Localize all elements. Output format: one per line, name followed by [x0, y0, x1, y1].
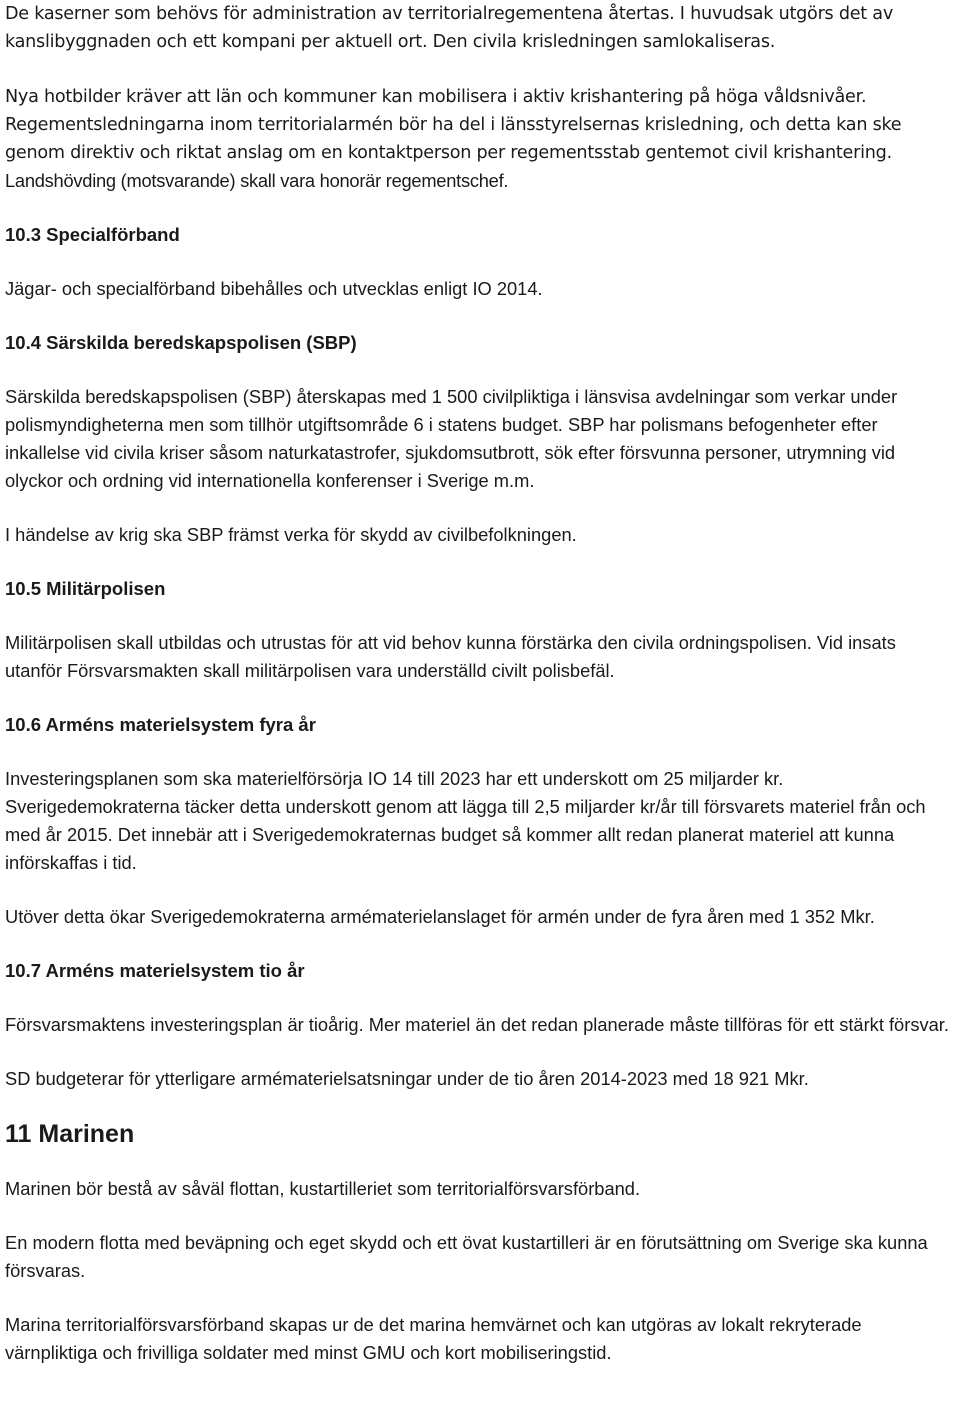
paragraph-jagarforband: Jägar- och specialförband bibehålles och utvecklas enligt IO 2014. — [5, 278, 543, 299]
paragraph-kaserner: De kaserner som behövs för administration av territorialregementena återtas. I huvudsak utgörs det av kanslibyggnaden och ett kompani per aktuell ort. Den civila krisledningen samlokaliseras. — [5, 4, 893, 52]
heading-10-7-materielsystem-tio-ar: 10.7 Arméns materielsystem tio år — [5, 960, 305, 981]
heading-10-5-militarpolisen: 10.5 Militärpolisen — [5, 578, 166, 599]
paragraph-hotbilder: Nya hotbilder kräver att län och kommuner kan mobilisera i aktiv krishantering på höga våldsnivåer. — [5, 87, 867, 107]
paragraph-investeringsplanen: Investeringsplanen som ska materielförsörja IO 14 till 2023 har ett underskott om 25 miljarder kr. Sverigedemokraterna täcker detta underskott genom att lägga till 2,5 miljarder kr/år till försvarets materiel från och med år 2015. Det innebär att i Sverigedemokraternas budget så kommer allt redan planerat materiel att kunna införskaffas i tid. — [5, 768, 926, 873]
paragraph-sbp-krig: I händelse av krig ska SBP främst verka för skydd av civilbefolkningen. — [5, 524, 577, 545]
heading-10-6-materielsystem-fyra-ar: 10.6 Arméns materielsystem fyra år — [5, 714, 316, 735]
heading-10-3-specialforband: 10.3 Specialförband — [5, 224, 180, 245]
paragraph-regementsledningarna-text: Regementsledningarna inom territorialarmén bör ha del i länsstyrelsernas krisledning, och detta kan ske genom direktiv och riktat anslag om en kontaktperson per regementsstab gentemot civil krishantering. — [5, 115, 902, 163]
document-page — [5, 0, 955, 1367]
heading-11-marinen: 11 Marinen — [5, 1120, 135, 1148]
paragraph-investeringsplan-tioarig: Försvarsmaktens investeringsplan är tioårig. Mer materiel än det redan planerade måste tillföras för ett stärkt försvar. — [5, 1014, 949, 1035]
paragraph-marinen-bestar: Marinen bör bestå av såväl flottan, kustartilleriet som territorialförsvarsförband. — [5, 1178, 641, 1199]
paragraph-marina-territorialforsvarsforband: Marina territorialförsvarsförband skapas ur de det marina hemvärnet och kan utgöras av lokalt rekryterade värnpliktiga och frivilliga soldater med minst GMU och kort mobiliseringstid. — [5, 1314, 862, 1363]
heading-10-4-sbp: 10.4 Särskilda beredskapspolisen (SBP) — [5, 332, 357, 353]
paragraph-sbp-aterskapas: Särskilda beredskapspolisen (SBP) återskapas med 1 500 civilpliktiga i länsvisa avdelningar som verkar under polismyndigheterna men som tillhör utgiftsområde 6 i statens budget. SBP har polismans befogenheter efter inkallelse vid civila kriser såsom naturkatastrofer, sjukdomsutbrott, sök efter försvunna personer, utrymning vid olyckor och ordning vid internationella konferenser i Sverige m.m. — [5, 386, 898, 491]
paragraph-sd-budgeterar: SD budgeterar för ytterligare armématerielsatsningar under de tio åren 2014-2023 med 18 921 Mkr. — [5, 1068, 809, 1089]
paragraph-landshovding-text: Landshövding (motsvarande) skall vara honorär regementschef. — [5, 170, 509, 191]
paragraph-armematerielanslaget: Utöver detta ökar Sverigedemokraterna armématerielanslaget för armén under de fyra åren med 1 352 Mkr. — [5, 906, 875, 927]
paragraph-regementsledningarna — [5, 111, 955, 196]
paragraph-modern-flotta: En modern flotta med beväpning och eget skydd och ett övat kustartilleri är en förutsättning om Sverige ska kunna försvaras. — [5, 1232, 928, 1281]
paragraph-militarpolisen: Militärpolisen skall utbildas och utrustas för att vid behov kunna förstärka den civila ordningspolisen. Vid insats utanför Försvarsmakten skall militärpolisen vara underställd civilt polisbefäl. — [5, 632, 896, 681]
